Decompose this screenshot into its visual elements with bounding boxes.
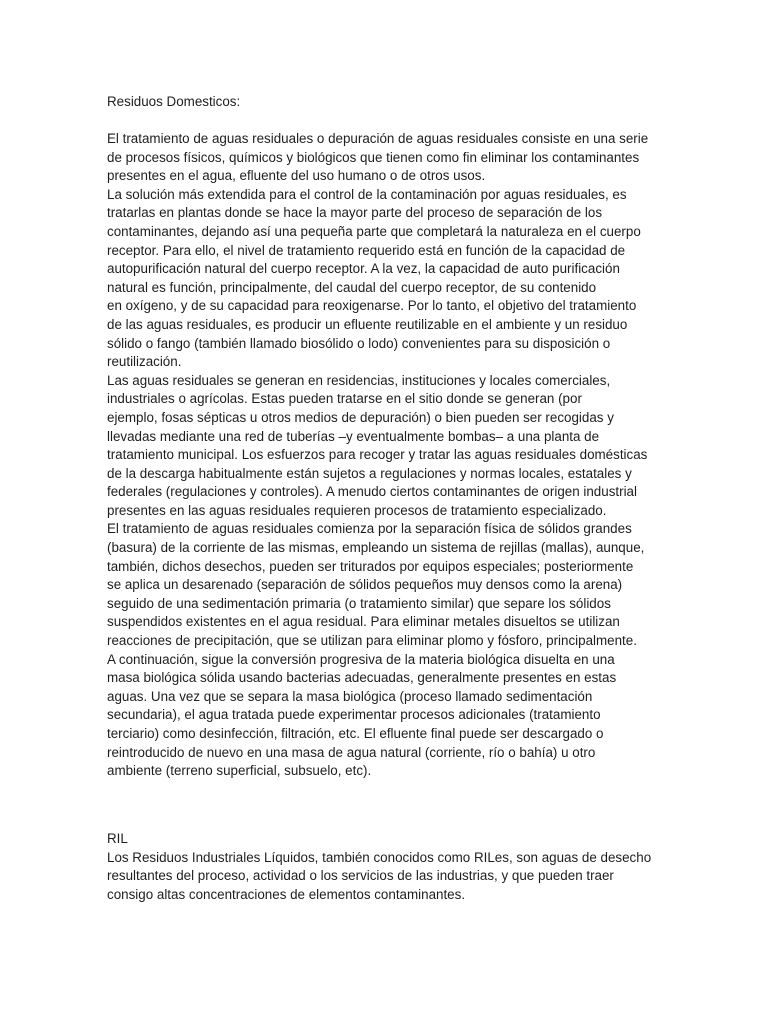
body-line: terciario) como desinfección, filtración, etc. El efluente final puede ser descargado o [107,726,604,741]
body-line: de procesos físicos, químicos y biológicos que tienen como fin eliminar los contaminantes [107,149,640,165]
heading-ril: RIL [107,831,128,846]
body-line: contaminantes, dejando así una pequeña parte que completará la naturaleza en el cuerpo [107,223,641,239]
body-line: presentes en las aguas residuales requieren procesos de tratamiento especializado. [107,502,607,518]
body-line: seguido de una sedimentación primaria (o tratamiento similar) que separe los sólidos [107,595,611,611]
body-line: de la descarga habitualmente están sujetos a regulaciones y normas locales, estatales y [107,465,632,481]
body-line: reacciones de precipitación, que se utilizan para eliminar plomo y fósforo, principalmente. [107,633,637,649]
body-line: secundaria), el agua tratada puede experimentar procesos adicionales (tratamiento [107,707,601,723]
body-line: A continuación, sigue la conversión progresiva de la materia biológica disuelta en una [107,651,615,667]
body-line: se aplica un desarenado (separación de sólidos pequeños muy densos como la arena) [107,577,623,593]
ril-section [107,830,667,904]
body-line: (basura) de la corriente de las mismas, empleando un sistema de rejillas (mallas), aunque, [107,540,645,556]
body-line: resultantes del proceso, actividad o los servicios de las industrias, y que pueden traer [107,868,614,884]
body-line: autopurificación natural del cuerpo receptor. A la vez, la capacidad de auto purificación [107,261,620,277]
body-line: La solución más extendida para el control de la contaminación por aguas residuales, es [107,186,627,202]
body-line: reutilización. [107,354,182,370]
body-line: ejemplo, fosas sépticas u otros medios de depuración) o bien pueden ser recogidas y [107,409,614,425]
body-line: llevadas mediante una red de tuberías –y eventualmente bombas– a una planta de [107,428,600,444]
body-line: masa biológica sólida usando bacterias adecuadas, generalmente presentes en estas [107,670,617,686]
body-line: tratarlas en plantas donde se hace la mayor parte del proceso de separación de los [107,205,603,221]
body-line: Los Residuos Industriales Líquidos, también conocidos como RILes, son aguas de desecho [107,849,652,865]
body-line: federales (regulaciones y controles). A menudo ciertos contaminantes de origen industrial [107,484,637,500]
body-line: El tratamiento de aguas residuales comienza por la separación física de sólidos grandes [107,521,632,537]
body-line: suspendidos existentes en el agua residual. Para eliminar metales disueltos se utilizan [107,614,620,630]
body-line: sólido o fango (también llamado biosólido o lodo) convenientes para su disposición o [107,335,611,351]
section-title-domestic [107,93,667,112]
body-line: industriales o agrícolas. Estas pueden tratarse en el sitio donde se generan (por [107,391,582,407]
domestic-body [107,130,667,781]
body-line: receptor. Para ello, el nivel de tratamiento requerido está en función de la capacidad de [107,242,626,258]
body-line: aguas. Una vez que se separa la masa biológica (proceso llamado sedimentación [107,688,593,704]
body-line: ambiente (terreno superficial, subsuelo, etc). [107,763,372,779]
body-line: natural es función, principalmente, del caudal del cuerpo receptor, de su contenido [107,279,597,295]
body-line: consigo altas concentraciones de elementos contaminantes. [107,886,466,902]
body-line: Las aguas residuales se generan en residencias, instituciones y locales comerciales, [107,372,611,388]
body-line: El tratamiento de aguas residuales o depuración de aguas residuales consiste en una serie [107,131,649,146]
body-line: tratamiento municipal. Los esfuerzos para recoger y tratar las aguas residuales domésticas [107,447,648,463]
body-line: en oxígeno, y de su capacidad para reoxigenarse. Por lo tanto, el objetivo del tratamiento [107,298,637,314]
body-line: reintroducido de nuevo en una masa de agua natural (corriente, río o bahía) u otro [107,744,596,760]
body-line: también, dichos desechos, pueden ser triturados por equipos especiales; posteriormente [107,558,634,574]
body-line: presentes en el agua, efluente del uso humano o de otros usos. [107,168,486,184]
heading-domestic: Residuos Domesticos: [107,94,241,109]
body-line: de las aguas residuales, es producir un efluente reutilizable en el ambiente y un residuo [107,316,628,332]
